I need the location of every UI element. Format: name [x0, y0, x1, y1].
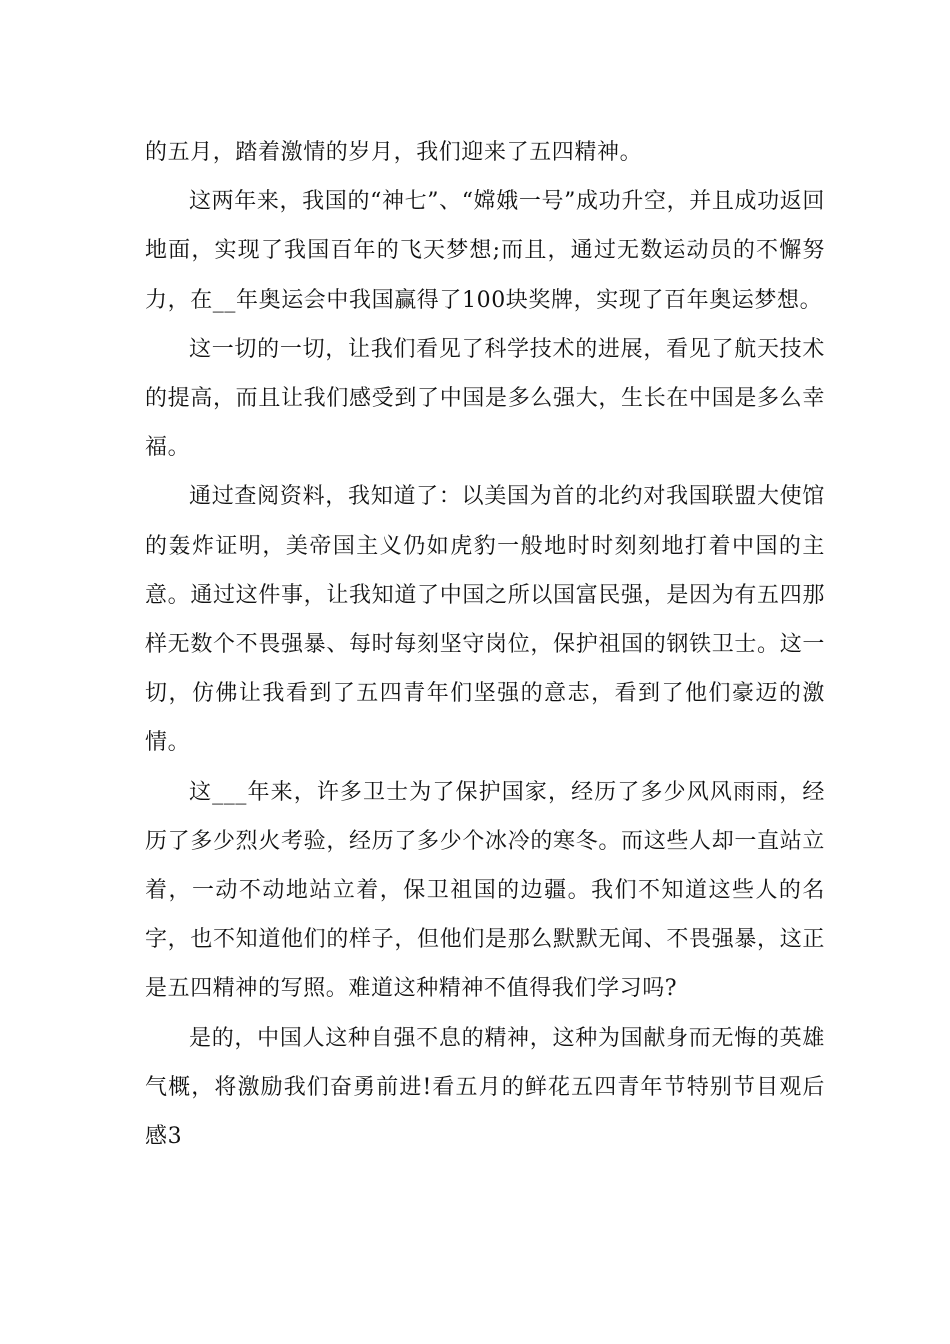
paragraph-1: 的五月，踏着激情的岁月，我们迎来了五四精神。 [145, 140, 643, 165]
paragraph-5: 这___年来，许多卫士为了保护国家，经历了多少风风雨雨，经历了多少烈火考验，经历了多少个冰冷的寒冬。而这些人却一直站立着，一动不动地站立着，保卫祖国的边疆。我们不知道这些人的名字，也不知道他们的样子，但他们是那么默默无闻、不畏强暴，这正是五四精神的写照。难道这种精神不值得我们学习吗? [145, 779, 825, 1002]
paragraph-3: 这一切的一切，让我们看见了科学技术的进展，看见了航天技术的提高，而且让我们感受到了中国是多么强大，生长在中国是多么幸福。 [145, 336, 825, 461]
paragraph-4: 通过查阅资料，我知道了：以美国为首的北约对我国联盟大使馆的轰炸证明，美帝国主义仍如虎豹一般地时时刻刻地打着中国的主意。通过这件事，让我知道了中国之所以国富民强，是因为有五四那样无数个不畏强暴、每时每刻坚守岗位，保护祖国的钢铁卫士。这一切，仿佛让我看到了五四青年们坚强的意志，看到了他们豪迈的激情。 [145, 484, 825, 756]
paragraph-6: 是的，中国人这种自强不息的精神，这种为国献身而无悔的英雄气概，将激励我们奋勇前进!看五月的鲜花五四青年节特别节目观后感3 [145, 1025, 825, 1150]
paragraph-2: 这两年来，我国的“神七”、“嫦娥一号”成功升空，并且成功返回地面，实现了我国百年的飞天梦想;而且，通过无数运动员的不懈努力，在__年奥运会中我国赢得了100块奖牌，实现了百年奥运梦想。 [145, 189, 825, 313]
document-body [145, 128, 825, 1161]
